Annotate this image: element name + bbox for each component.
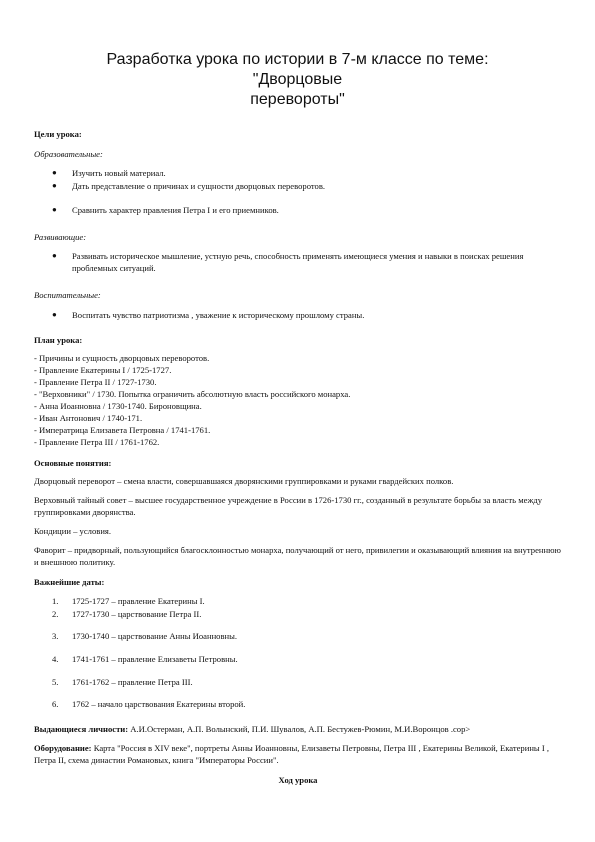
persons-label: Выдающиеся личности: <box>34 724 129 734</box>
concepts-heading: Основные понятия: <box>34 458 112 468</box>
plan-item: - Иван Антонович / 1740-171. <box>34 413 143 423</box>
persons-line <box>34 724 562 736</box>
date-item: 1761-1762 – правление Петра III. <box>72 677 193 687</box>
concept-paragraph: Верховный тайный совет – высшее государственное учреждение в России в 1726-1730 гг., созданный в результате борьбы за власть между группировками дворянства. <box>34 495 543 517</box>
plan-item: - "Верховники" / 1730. Попытка ограничить абсолютную власть российского монарха. <box>34 389 351 399</box>
date-item: 1741-1761 – правление Елизаветы Петровны. <box>72 654 238 664</box>
dates-heading: Важнейшие даты: <box>34 577 105 587</box>
date-item: 1725-1727 – правление Екатерины I. <box>72 596 205 606</box>
plan-item: - Причины и сущность дворцовых переворотов. <box>34 353 210 363</box>
list-number: 3. <box>52 631 59 641</box>
educational-label: Образовательные: <box>34 149 103 159</box>
list-number: 5. <box>52 677 59 687</box>
persons-text: А.И.Остерман, А.П. Волынский, П.И. Шувалов, А.П. Бестужев-Рюмин, М.И.Воронцов .сор> <box>128 724 471 734</box>
plan-item: - Императрица Елизавета Петровна / 1741-1761. <box>34 425 211 435</box>
date-item: 1727-1730 – царствование Петра II. <box>72 609 202 619</box>
list-number: 6. <box>52 699 59 709</box>
plan-heading: План урока: <box>34 335 83 345</box>
educational-item: Изучить новый материал. <box>72 168 166 178</box>
upbringing-item: Воспитать чувство патриотизма , уважение к историческому прошлому страны. <box>72 310 365 320</box>
date-item: 1762 – начало царствования Екатерины второй. <box>72 699 246 709</box>
bullet-icon: ● <box>52 168 57 177</box>
equipment-label: Оборудование: <box>34 743 92 753</box>
title-line-1: Разработка урока по истории в 7-м классе по теме: "Дворцовые <box>106 51 489 88</box>
upbringing-label: Воспитательные: <box>34 290 101 300</box>
bullet-icon: ● <box>52 181 57 190</box>
date-item: 1730-1740 – царствование Анны Иоанновны. <box>72 631 238 641</box>
goals-heading: Цели урока: <box>34 129 82 139</box>
developing-label: Развивающие: <box>34 232 87 242</box>
plan-item: - Правление Екатерины I / 1725-1727. <box>34 365 172 375</box>
document-title <box>60 50 535 110</box>
bullet-icon: ● <box>52 251 57 260</box>
plan-item: - Правление Петра III / 1761-1762. <box>34 437 160 447</box>
bullet-icon: ● <box>52 310 57 319</box>
list-number: 1. <box>52 596 59 606</box>
list-number: 2. <box>52 609 59 619</box>
educational-item: Сравнить характер правления Петра I и его приемников. <box>72 205 279 215</box>
plan-item: - Правление Петра II / 1727-1730. <box>34 377 157 387</box>
concept-paragraph: Дворцовый переворот – смена власти, совершавшаяся дворянскими группировками и руками гвардейских полков. <box>34 476 454 486</box>
bullet-icon: ● <box>52 205 57 214</box>
concept-paragraph: Фаворит – придворный, пользующийся благосклонностью монарха, получающий от него, привилегии и оказывающий влияния на внутреннюю и внешнюю политику. <box>34 545 561 567</box>
equipment-text: Карта "Россия в XIV веке", портреты Анны Иоанновны, Елизаветы Петровны, Петра III , Екатерины Великой, Екатерины I , Петра II, схема династии Романовых, книга "Императоры России". <box>34 743 550 765</box>
plan-item: - Анна Иоанновна / 1730-1740. Бироновщина. <box>34 401 202 411</box>
concept-paragraph: Кондиции – условия. <box>34 526 112 536</box>
developing-item: Развивать историческое мышление, устную речь, способность применять имеющиеся умения и навыки в поисках решения проблемных ситуаций. <box>72 251 524 273</box>
course-heading: Ход урока <box>278 775 318 785</box>
title-line-2: перевороты" <box>250 91 345 108</box>
educational-item: Дать представление о причинах и сущности дворцовых переворотов. <box>72 181 326 191</box>
list-number: 4. <box>52 654 59 664</box>
equipment-paragraph <box>34 743 562 766</box>
